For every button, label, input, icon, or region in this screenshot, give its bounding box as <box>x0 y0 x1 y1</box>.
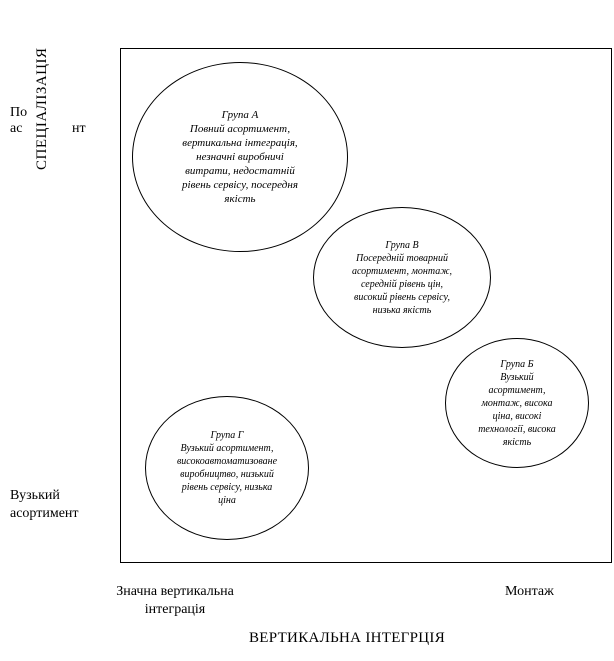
group-v-title: Група В <box>385 239 419 251</box>
group-a-ellipse <box>132 62 348 252</box>
group-v-text <box>352 239 452 317</box>
group-a-text <box>182 108 298 206</box>
y-axis-title: СПЕЦІАЛІЗАЦІЯ <box>34 47 50 170</box>
group-b-description: Вузький асортимент, монтаж, висока ціна, високі технології, висока якість <box>478 371 556 448</box>
group-v-description: Посередній товарний асортимент, монтаж, середній рівень цін, високий рівень сервісу, низька якість <box>351 252 453 316</box>
group-b-text <box>478 358 556 449</box>
x-axis-right-label: Монтаж <box>505 584 554 599</box>
group-a-title: Група А <box>221 109 259 121</box>
x-axis-left-label: Значна вертикальна інтеграція <box>116 584 234 617</box>
y-axis-bottom-label: Вузький асортимент <box>10 488 79 521</box>
group-g-text <box>177 429 277 507</box>
group-g-ellipse <box>145 396 309 540</box>
y-axis-top-label-part3: нт <box>72 121 86 136</box>
group-g-title: Група Г <box>210 430 244 441</box>
y-axis-top-label-part1: По <box>10 105 28 120</box>
group-b-ellipse <box>445 338 589 468</box>
group-g-description: Вузький асортимент, високоавтоматизоване виробництво, низький рівень сервісу, низька ціна <box>176 443 278 506</box>
y-axis-top-label-part2: ас <box>10 121 23 136</box>
group-v-ellipse <box>313 207 491 348</box>
x-axis-title: ВЕРТИКАЛЬНА ІНТЕГРЦІЯ <box>249 630 446 646</box>
group-b-title: Група Б <box>500 358 534 370</box>
group-a-description: Повний асортимент, вертикальна інтеграція, незначні виробничі витрати, недостатній рівень сервісу, посередня якість <box>182 123 298 205</box>
